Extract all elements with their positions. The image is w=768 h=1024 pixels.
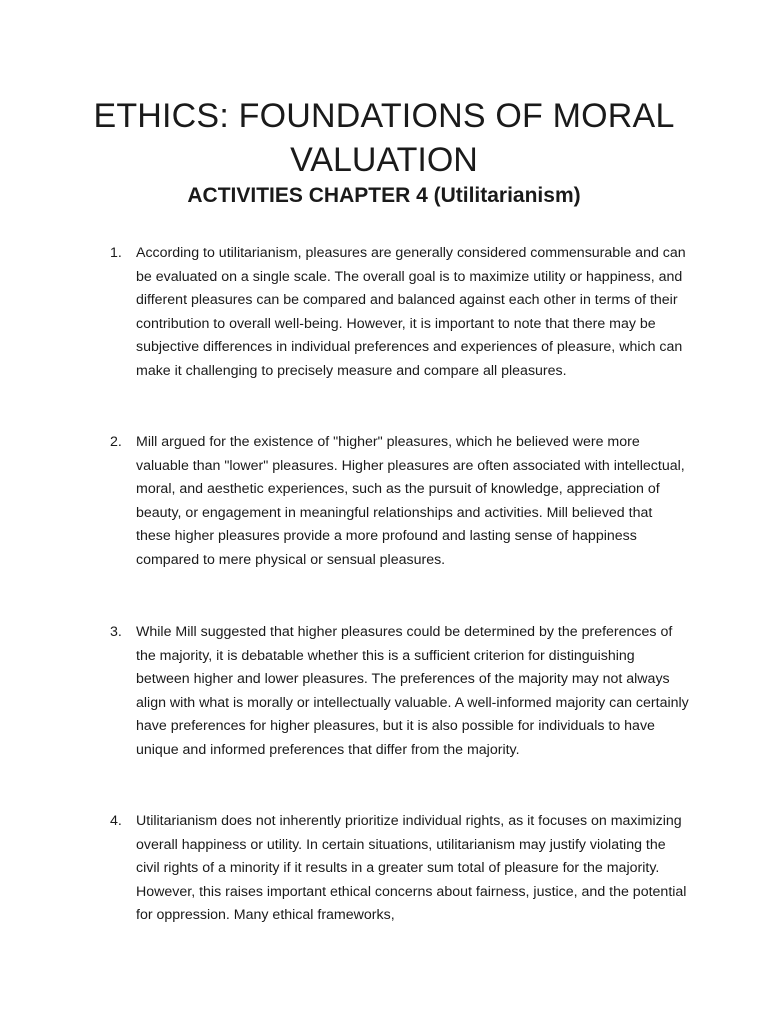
list-item-number: 4. xyxy=(110,813,122,829)
list-item xyxy=(110,242,690,384)
document-title-line-2: VALUATION xyxy=(290,141,478,179)
list-item-number: 2. xyxy=(110,434,122,450)
list-item-text: Mill argued for the existence of "higher" pleasures, which he believed were more valuable than "lower" pleasures. Higher pleasures are often associated with intellectual, moral, and aesthetic experiences, such as the pursuit of knowledge, appreciation of beauty, or engagement in meaningful relationships and activities. Mill believed that these higher pleasures provide a more profound and lasting sense of happiness compared to mere physical or sensual pleasures. xyxy=(136,434,685,568)
list-item xyxy=(110,810,690,928)
list-item-number: 1. xyxy=(110,245,122,261)
list-item xyxy=(110,431,690,573)
list-item xyxy=(110,621,690,763)
list-item-text: While Mill suggested that higher pleasures could be determined by the preferences of the majority, it is debatable whether this is a sufficient criterion for distinguishing between higher and lower pleasures. The preferences of the majority may not always align with what is morally or intellectually valuable. A well-informed majority can certainly have preferences for higher pleasures, but it is also possible for individuals to have unique and informed preferences that differ from the majority. xyxy=(136,624,689,758)
document-title-line-1: ETHICS: FOUNDATIONS OF MORAL xyxy=(93,97,675,135)
list-item-text: According to utilitarianism, pleasures are generally considered commensurable and can be evaluated on a single scale. The overall goal is to maximize utility or happiness, and different pleasures can be compared and balanced against each other in terms of their contribution to overall well-being. However, it is important to note that there may be subjective differences in individual preferences and experiences of pleasure, which can make it challenging to precisely measure and compare all pleasures. xyxy=(136,245,686,379)
list-item-number: 3. xyxy=(110,624,122,640)
list-item-text: Utilitarianism does not inherently prioritize individual rights, as it focuses on maximizing overall happiness or utility. In certain situations, utilitarianism may justify violating the civil rights of a minority if it results in a greater sum total of pleasure for the majority. However, this raises important ethical concerns about fairness, justice, and the potential for oppression. Many ethical frameworks, xyxy=(136,813,687,924)
document-subtitle: ACTIVITIES CHAPTER 4 (Utilitarianism) xyxy=(187,184,581,207)
